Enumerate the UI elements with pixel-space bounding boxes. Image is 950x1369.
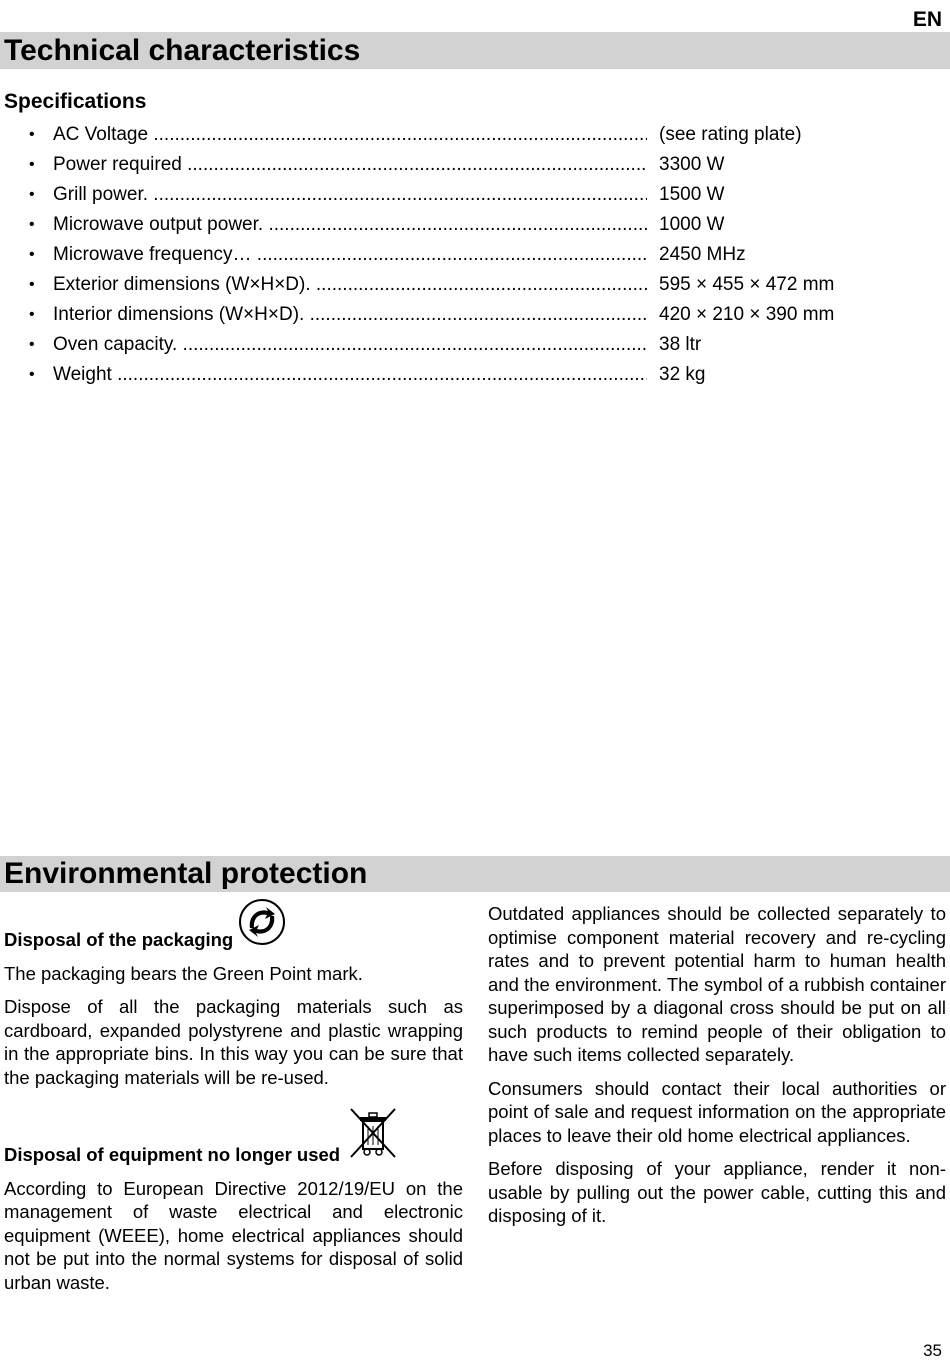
spec-row	[0, 330, 950, 360]
spec-value: 32 kg	[659, 364, 706, 385]
bullet-icon: •	[29, 246, 35, 263]
before-disposing-paragraph: Before disposing of your appliance, render it non-usable by pulling out the power cable, cutting this and disposing of it.	[488, 1158, 946, 1226]
bullet-icon: •	[29, 186, 35, 203]
spec-label: Microwave output power. .....	[53, 210, 647, 240]
equipment-paragraph: According to European Directive 2012/19/EU on the management of waste electrical and electronic equipment (WEEE), home electrical appliances should not be put into the normal systems for disposal of solid urban waste.	[4, 1177, 463, 1293]
spec-row	[0, 240, 950, 270]
spec-value: 1500 W	[659, 184, 725, 205]
spec-row	[0, 300, 950, 330]
equipment-disposal-heading: Disposal of equipment no longer used	[4, 1144, 341, 1165]
packaging-paragraph: Dispose of all the packaging materials such as cardboard, expanded polystyrene and plastic wrapping in the appropriate bins. In this way you can be sure that the packaging materials will be re-used.	[4, 996, 463, 1088]
spec-value: 595 × 455 × 472 mm	[659, 274, 835, 295]
spec-label: Microwave frequency… .....	[53, 240, 647, 270]
bullet-icon: •	[29, 306, 35, 323]
right-column	[488, 902, 946, 1238]
packaging-heading: Disposal of the packaging	[4, 929, 234, 950]
specifications-list	[0, 120, 950, 390]
packaging-paragraph: The packaging bears the Green Point mark.	[4, 962, 363, 984]
spec-row	[0, 210, 950, 240]
language-code: EN	[912, 8, 942, 31]
spec-row	[0, 150, 950, 180]
left-column	[4, 898, 463, 1304]
bullet-icon: •	[29, 366, 35, 383]
packaging-heading-row	[4, 898, 463, 952]
spec-label: Exterior dimensions (W×H×D). .....	[53, 270, 647, 300]
equipment-heading-row	[4, 1105, 463, 1167]
spec-value: 3300 W	[659, 154, 725, 175]
spec-row	[0, 360, 950, 390]
spec-label: Weight .....	[53, 360, 647, 390]
spec-label: Power required .....	[53, 150, 647, 180]
spec-value: 2450 MHz	[659, 244, 746, 265]
environmental-protection-heading: Environmental protection	[0, 856, 950, 892]
spec-value: (see rating plate)	[659, 124, 802, 145]
technical-characteristics-heading: Technical characteristics	[0, 32, 950, 69]
bullet-icon: •	[29, 126, 35, 143]
green-point-icon	[238, 898, 286, 952]
spec-label: Oven capacity. .....	[53, 330, 647, 360]
spec-value: 1000 W	[659, 214, 725, 235]
spec-value: 420 × 210 × 390 mm	[659, 304, 835, 325]
spec-row	[0, 270, 950, 300]
specifications-heading: Specifications	[4, 90, 147, 113]
spec-label: AC Voltage .....	[53, 120, 647, 150]
spec-label: Interior dimensions (W×H×D). .....	[53, 300, 647, 330]
spec-value: 38 ltr	[659, 334, 702, 355]
spec-label: Grill power. .....	[53, 180, 647, 210]
spec-row	[0, 180, 950, 210]
bullet-icon: •	[29, 276, 35, 293]
bullet-icon: •	[29, 216, 35, 233]
crossed-bin-icon	[345, 1105, 401, 1167]
collection-paragraph: Outdated appliances should be collected separately to optimise component material recovery and re-cycling rates and to prevent potential harm to human health and the environment. The symbol of a rubbish container superimposed by a diagonal cross should be put on all such products to remind people of their obligation to have such items collected separately.	[488, 903, 946, 1065]
spec-row	[0, 120, 950, 150]
bullet-icon: •	[29, 336, 35, 353]
consumers-paragraph: Consumers should contact their local authorities or point of sale and request information on the appropriate places to leave their old home electrical appliances.	[488, 1077, 946, 1146]
bullet-icon: •	[29, 156, 35, 173]
page-number: 35	[923, 1341, 942, 1360]
